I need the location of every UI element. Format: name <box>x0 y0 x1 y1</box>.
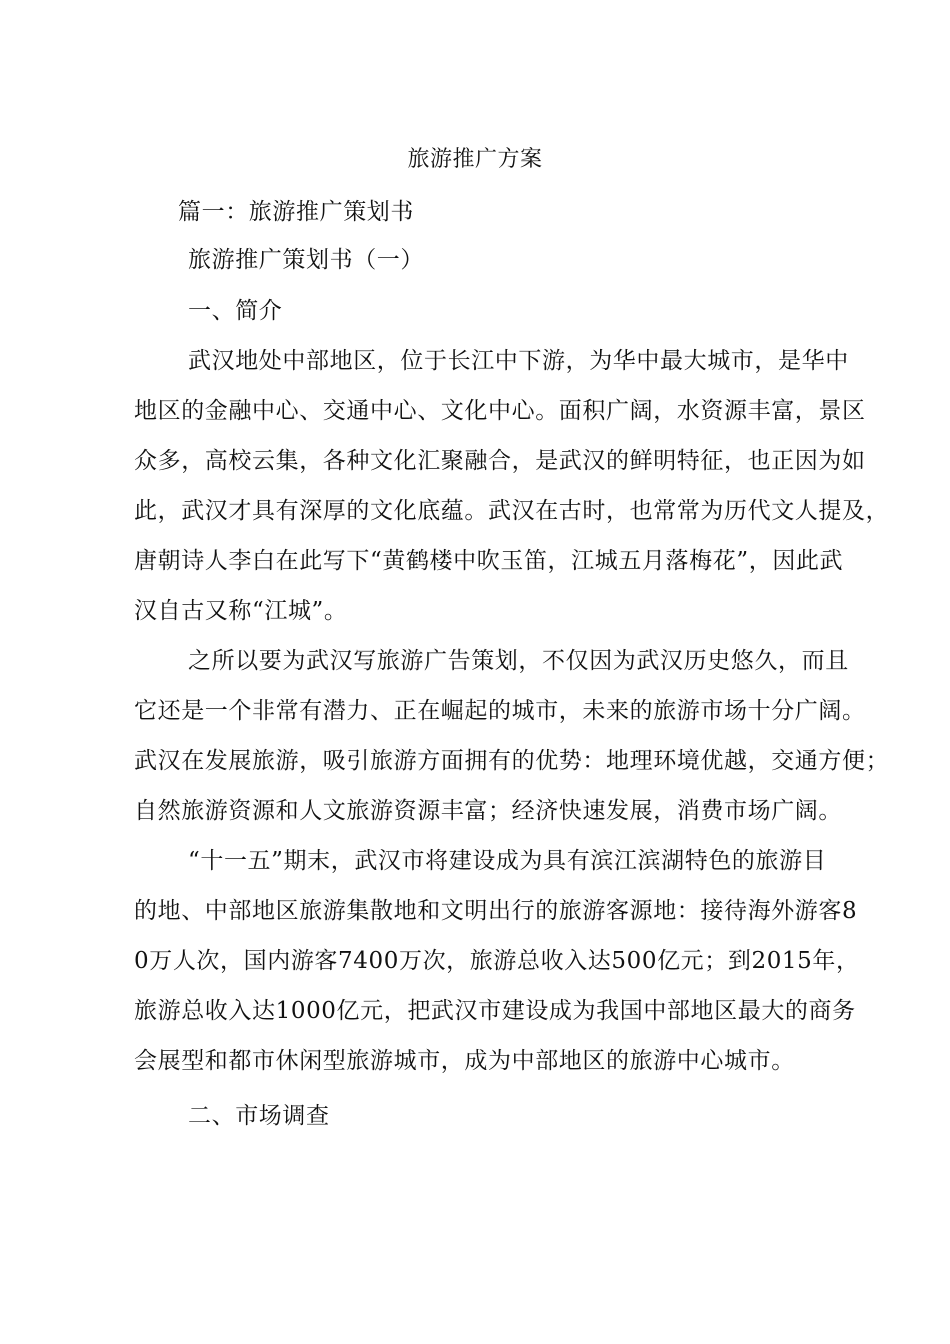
paragraph-line: 武汉地处中部地区，位于长江中下游，为华中最大城市，是华中 <box>188 348 849 374</box>
section-heading-market: 二、市场调查 <box>188 1103 330 1129</box>
paragraph-line: 的地、中部地区旅游集散地和文明出行的旅游客源地：接待海外游客8 <box>134 898 858 924</box>
document-title: 旅游推广方案 <box>407 147 543 172</box>
paragraph-line: 唐朝诗人李白在此写下“黄鹤楼中吹玉笛，江城五月落梅花”，因此武 <box>134 548 844 574</box>
paragraph-line: 之所以要为武汉写旅游广告策划，不仅因为武汉历史悠久，而且 <box>188 648 849 674</box>
paragraph-line: “十一五”期末，武汉市将建设成为具有滨江滨湖特色的旅游目 <box>188 848 827 874</box>
paragraph-line: 会展型和都市休闲型旅游城市，成为中部地区的旅游中心城市。 <box>134 1048 795 1074</box>
paragraph-line: 武汉在发展旅游，吸引旅游方面拥有的优势：地理环境优越，交通方便； <box>134 748 890 774</box>
subtitle: 旅游推广策划书（一） <box>188 247 424 273</box>
paragraph-line: 0万人次，国内游客7400万次，旅游总收入达500亿元；到2015年， <box>134 948 860 974</box>
paragraph-line: 汉自古又称“江城”。 <box>134 598 348 624</box>
paragraph-line: 旅游总收入达1000亿元，把武汉市建设成为我国中部地区最大的商务 <box>134 998 856 1024</box>
part-heading: 篇一：旅游推广策划书 <box>178 199 414 225</box>
paragraph-line: 它还是一个非常有潜力、正在崛起的城市，未来的旅游市场十分广阔。 <box>134 698 866 724</box>
paragraph-line: 自然旅游资源和人文旅游资源丰富；经济快速发展，消费市场广阔。 <box>134 798 842 824</box>
paragraph-line: 众多，高校云集，各种文化汇聚融合，是武汉的鲜明特征，也正因为如 <box>134 448 866 474</box>
section-heading-intro: 一、简介 <box>188 298 283 324</box>
paragraph-line: 此，武汉才具有深厚的文化底蕴。武汉在古时，也常常为历代文人提及， <box>134 498 890 524</box>
paragraph-line: 地区的金融中心、交通中心、文化中心。面积广阔，水资源丰富，景区 <box>134 398 866 424</box>
